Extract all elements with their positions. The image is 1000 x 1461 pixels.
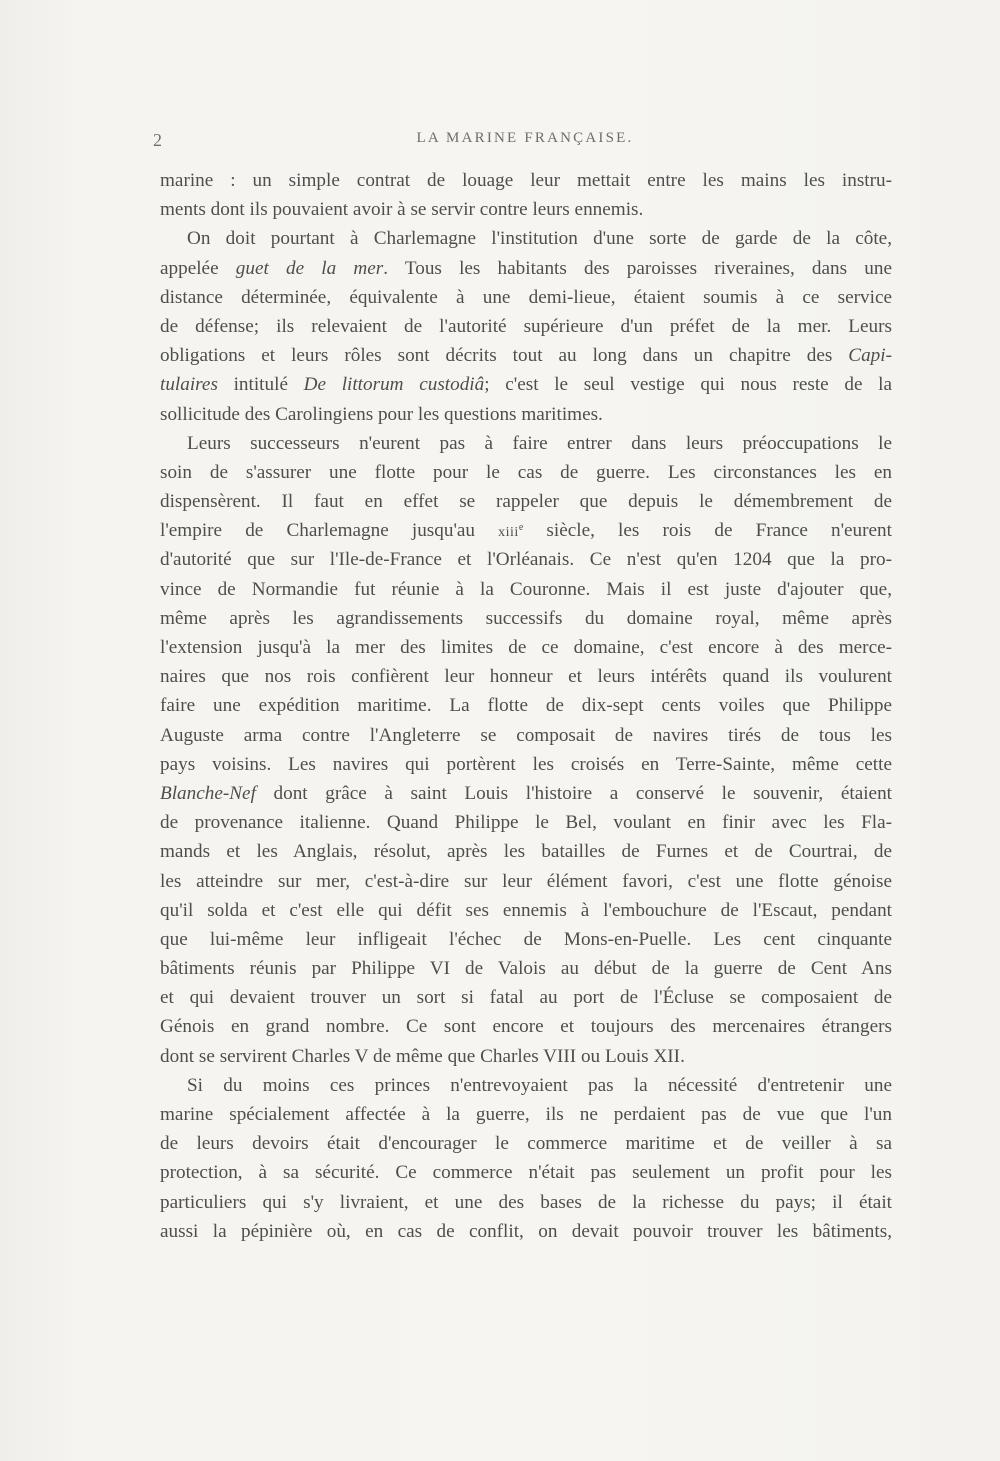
text-line: obligations et leurs rôles sont décrits tout au long dans un chapitre des Capi- (160, 345, 892, 367)
text-line: Si du moins ces princes n'entrevoyaient pas la nécessité d'entretenir une (187, 1074, 892, 1096)
text-line: marine spécialement affectée à la guerre, ils ne perdaient pas de vue que l'un (160, 1104, 892, 1125)
text-line: Leurs successeurs n'eurent pas à faire entrer dans leurs préoccupations le (187, 432, 892, 454)
text-line: d'autorité que sur l'Ile-de-France et l'Orléanais. Ce n'est qu'en 1204 que la pro- (160, 549, 892, 571)
text-line: Auguste arma contre l'Angleterre se composait de navires tirés de tous les (160, 724, 892, 746)
text-line: protection, à sa sécurité. Ce commerce n'était pas seulement un profit pour les (160, 1162, 892, 1184)
text-line: naires que nos rois confièrent leur honneur et leurs intérêts quand ils voulurent (160, 666, 892, 688)
text-line: et qui devaient trouver un sort si fatal au port de l'Écluse se composaient de (160, 987, 892, 1009)
text-line: ments dont ils pouvaient avoir à se servir contre leurs ennemis. (160, 199, 644, 221)
body-text (160, 166, 892, 1246)
text-line: de provenance italienne. Quand Philippe le Bel, voulant en finir avec les Fla- (160, 812, 892, 834)
text-line: tulaires intitulé De littorum custodiâ; c'est le seul vestige qui nous reste de la (160, 374, 892, 396)
text-line: Génois en grand nombre. Ce sont encore et toujours des mercenaires étrangers (160, 1016, 892, 1038)
text-line: mands et les Anglais, résolut, après les batailles de Furnes et de Courtrai, de (160, 841, 892, 863)
text-line: marine : un simple contrat de louage leur mettait entre les mains les instru- (160, 170, 892, 191)
text-line: les atteindre sur mer, c'est-à-dire sur leur élément favori, c'est une flotte génoise (160, 870, 892, 892)
text-line: de leurs devoirs était d'encourager le commerce maritime et de veiller à sa (160, 1133, 892, 1155)
text-line: l'extension jusqu'à la mer des limites de ce domaine, c'est encore à des merce- (160, 637, 892, 658)
text-line: vince de Normandie fut réunie à la Couronne. Mais il est juste d'ajouter que, (160, 578, 892, 600)
text-line: particuliers qui s'y livraient, et une des bases de la richesse du pays; il était (160, 1191, 892, 1213)
running-title: LA MARINE FRANÇAISE. (416, 130, 634, 146)
text-line: dispensèrent. Il faut en effet se rappeler que depuis le démembrement de (160, 491, 892, 513)
text-line: même après les agrandissements successifs du domaine royal, même après (160, 607, 892, 629)
text-line: distance déterminée, équivalente à une demi-lieue, étaient soumis à ce service (160, 286, 892, 308)
text-line: pays voisins. Les navires qui portèrent les croisés en Terre-Sainte, même cette (160, 753, 892, 775)
text-line: de défense; ils relevaient de l'autorité supérieure d'un préfet de la mer. Leurs (160, 315, 892, 337)
text-line: aussi la pépinière où, en cas de conflit, on devait pouvoir trouver les bâtiments, (160, 1220, 892, 1242)
text-line: sollicitude des Carolingiens pour les questions maritimes. (160, 403, 603, 425)
text-line: l'empire de Charlemagne jusqu'au xiii$^e$ siècle, les rois de France n'eurent (160, 520, 892, 542)
text-line: bâtiments réunis par Philippe VI de Valois au début de la guerre de Cent Ans (160, 958, 892, 980)
text-line: On doit pourtant à Charlemagne l'institution d'une sorte de garde de la côte, (187, 228, 892, 250)
page-number: 2 (153, 130, 162, 150)
text-line: dont se servirent Charles V de même que Charles VIII ou Louis XII. (160, 1045, 685, 1067)
text-line: soin de s'assurer une flotte pour le cas de guerre. Les circonstances les en (160, 461, 892, 483)
text-line: que lui-même leur infligeait l'échec de Mons-en-Puelle. Les cent cinquante (160, 928, 892, 950)
text-line: qu'il solda et c'est elle qui défit ses ennemis à l'embouchure de l'Escaut, pendant (160, 899, 892, 921)
text-line: faire une expédition maritime. La flotte de dix-sept cents voiles que Philippe (160, 695, 892, 717)
text-line: Blanche-Nef dont grâce à saint Louis l'histoire a conservé le souvenir, étaient (160, 782, 892, 804)
text-line: appelée guet de la mer. Tous les habitants des paroisses riveraines, dans une (160, 257, 892, 279)
